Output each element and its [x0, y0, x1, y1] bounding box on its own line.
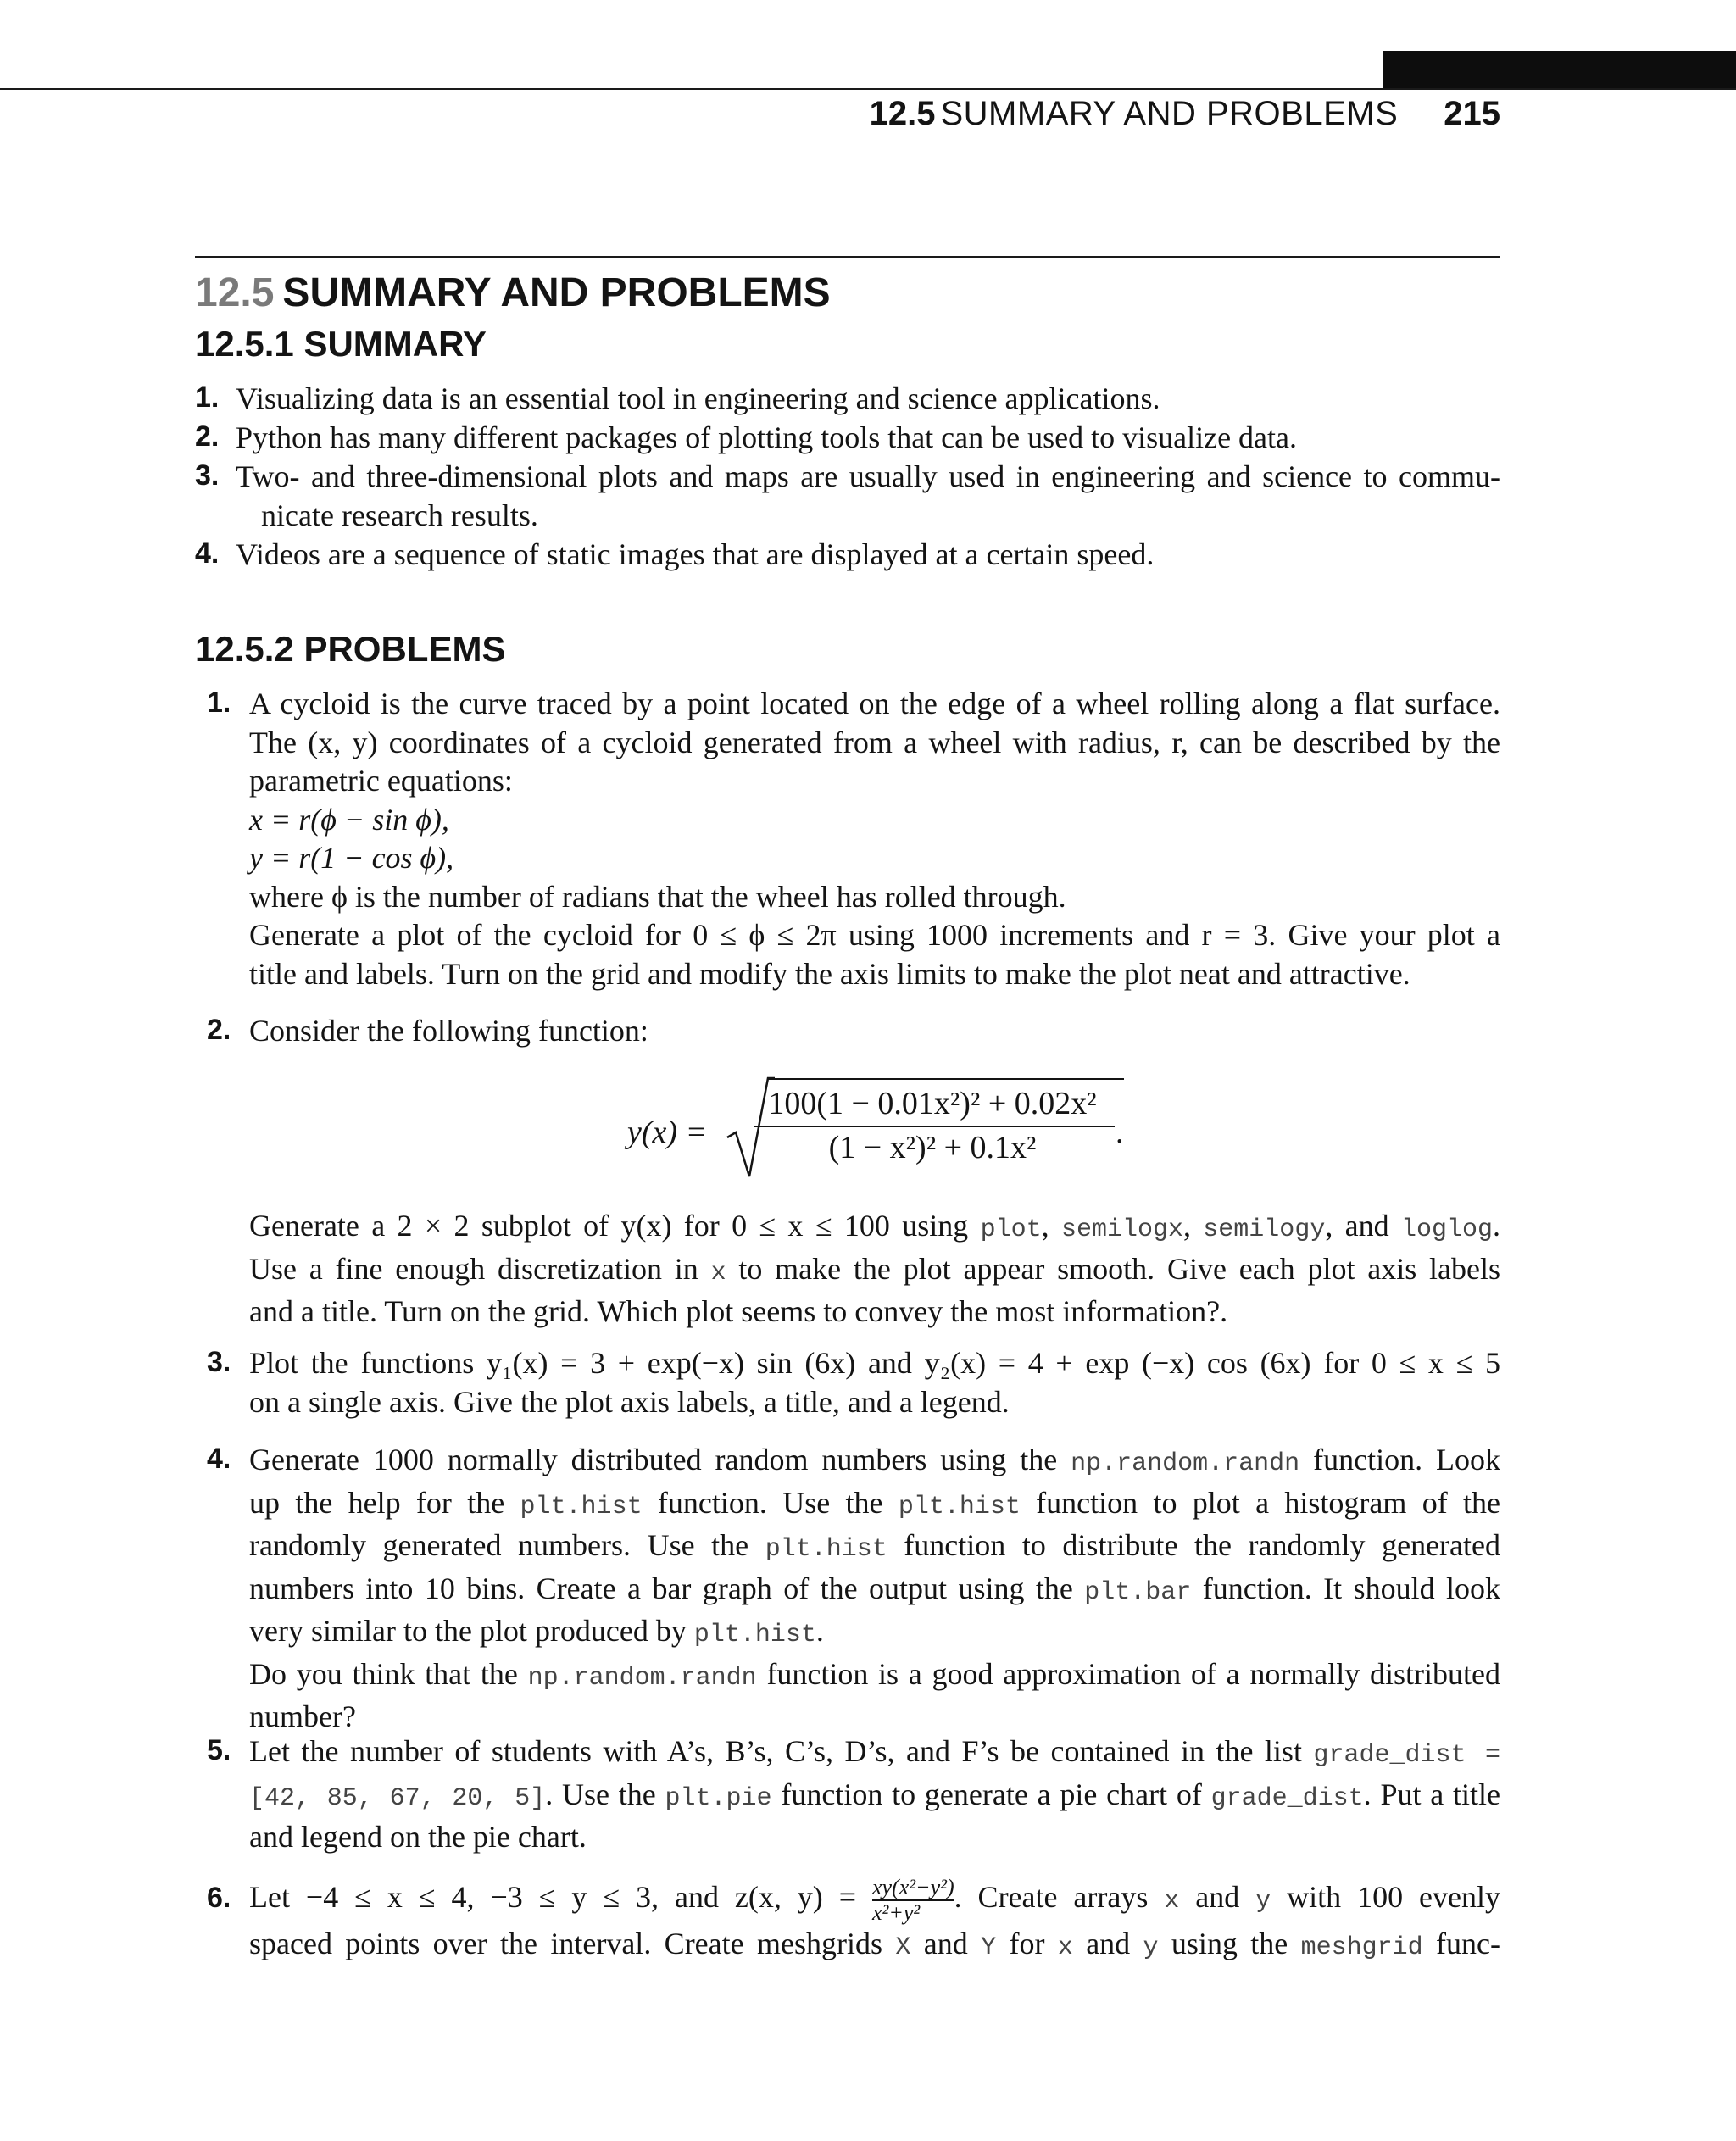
equation-y: y = r(1 − cos ϕ),: [249, 841, 454, 875]
problem-line: title and labels. Turn on the grid and modify the axis limits to make the plot neat and attractive.: [249, 956, 1410, 991]
problem-line: and a title. Turn on the grid. Which plot seems to convey the most information?.: [249, 1294, 1228, 1328]
problem-number: 6.: [207, 1882, 231, 1914]
problem-6-text: [249, 1875, 1500, 1966]
problem-line: Let −4 ≤ x ≤ 4, −3 ≤ y ≤ 3, and z(x, y) = $\frac{\text{xy(x²−y²)}}{\text{x²+y²}}$ . Create arrays x and y with 100 evenly: [249, 1874, 1501, 1925]
problem-line: on a single axis. Give the plot axis labels, a title, and a legend.: [249, 1384, 1010, 1419]
problem-1-text: [249, 685, 1500, 993]
problem-2-text: [249, 1207, 1500, 1332]
header-black-bar: [1383, 51, 1736, 90]
section-number: 12.5: [195, 270, 275, 315]
list-number: 4.: [195, 537, 220, 570]
problem-line: Plot the functions y₁(x) = 3 + exp(−x) sin (6x) and y₂(x) = 4 + exp (−x) cos (6x) for 0 ≤ x ≤ 5: [249, 1346, 1500, 1380]
problem-line: where ϕ is the number of radians that the wheel has rolled through.: [249, 879, 1066, 914]
problem-3-text: [249, 1344, 1500, 1421]
problem-number: 2.: [207, 1014, 231, 1046]
summary-text: nicate research results.: [261, 498, 538, 532]
list-number: 2.: [195, 420, 220, 453]
problem-line: spaced points over the interval. Create meshgrids X and Y for x and y using the meshgrid func-: [249, 1926, 1501, 1962]
problem-2-intro: Consider the following function:: [249, 1014, 648, 1048]
summary-text: Videos are a sequence of static images that are displayed at a certain speed.: [236, 537, 1155, 571]
inline-fraction: $\frac{\text{xy(x²−y²)}}{\text{x²+y²}}$: [871, 1874, 954, 1925]
summary-text: Visualizing data is an essential tool in engineering and science applications.: [236, 381, 1160, 415]
problem-line: and legend on the pie chart.: [249, 1820, 587, 1854]
problem-5-text: [249, 1732, 1500, 1857]
list-number: 1.: [195, 381, 220, 414]
problem-line: very similar to the plot produced by plt.hist.: [249, 1614, 824, 1649]
fraction-denominator: (1 − x²)² + 0.1x²: [828, 1130, 1037, 1165]
running-head-title: SUMMARY AND PROBLEMS: [940, 95, 1399, 132]
problem-line: parametric equations:: [249, 764, 513, 798]
function-lhs: y(x) =: [627, 1115, 708, 1150]
problem-line: number?: [249, 1699, 356, 1733]
problem-line: numbers into 10 bins. Create a bar graph of the output using the plt.bar function. It should look: [249, 1571, 1500, 1607]
problem-line: Generate 1000 normally distributed random numbers using the np.random.randn function. Look: [249, 1443, 1500, 1478]
running-head: [870, 95, 1500, 133]
running-head-section-num: 12.5: [869, 95, 936, 132]
problem-line: [42, 85, 67, 20, 5]. Use the plt.pie function to generate a pie chart of grade_dist. Put a title: [249, 1777, 1500, 1813]
problem-number: 3.: [207, 1346, 231, 1378]
summary-text: Two- and three-dimensional plots and maps are usually used in engineering and science to commu-: [236, 459, 1500, 493]
problem-line: The (x, y) coordinates of a cycloid generated from a wheel with radius, r, can be described by the: [249, 725, 1500, 759]
problem-line: Use a fine enough discretization in x to make the plot appear smooth. Give each plot axis labels: [249, 1251, 1500, 1287]
problem-line: randomly generated numbers. Use the plt.hist function to distribute the randomly generated: [249, 1528, 1500, 1564]
problem-line: Do you think that the np.random.randn function is a good approximation of a normally distributed: [249, 1656, 1500, 1693]
equation-period: .: [1116, 1115, 1124, 1150]
section-title: SUMMARY AND PROBLEMS: [282, 270, 831, 315]
fraction-bar: [754, 1126, 1115, 1127]
section-rule: [195, 256, 1500, 258]
summary-heading: 12.5.1 SUMMARY: [195, 324, 487, 364]
problem-line: A cycloid is the curve traced by a point located on the edge of a wheel rolling along a flat surface.: [249, 687, 1500, 720]
problem-number: 4.: [207, 1443, 231, 1475]
problem-number: 5.: [207, 1734, 231, 1766]
list-number: 3.: [195, 459, 220, 492]
problems-heading: 12.5.2 PROBLEMS: [195, 629, 506, 669]
header-rule: [0, 88, 1736, 90]
equation-x: x = r(ϕ − sin ϕ),: [249, 802, 449, 837]
problem-line: Generate a 2 × 2 subplot of y(x) for 0 ≤ x ≤ 100 using plot, semilogx, semilogy, and loglog.: [249, 1209, 1500, 1244]
summary-text: Python has many different packages of plotting tools that can be used to visualize data.: [236, 420, 1298, 454]
problem-line: Let the number of students with A’s, B’s, C’s, D’s, and F’s be contained in the list grade_dist =: [249, 1734, 1500, 1770]
problem-line: Generate a plot of the cycloid for 0 ≤ ϕ ≤ 2π using 1000 increments and r = 3. Give your plot a: [249, 918, 1500, 952]
fraction-numerator: 100(1 − 0.01x²)² + 0.02x²: [768, 1086, 1097, 1121]
problem-number: 1.: [207, 687, 231, 719]
sqrt-overline: [768, 1078, 1124, 1080]
problem-4-text: [249, 1441, 1500, 1737]
page-number: 215: [1444, 95, 1500, 132]
section-heading: [195, 270, 831, 316]
problem-line: up the help for the plt.hist function. Use the plt.hist function to plot a histogram of the: [249, 1485, 1501, 1521]
sqrt-fraction: [729, 1076, 1119, 1178]
